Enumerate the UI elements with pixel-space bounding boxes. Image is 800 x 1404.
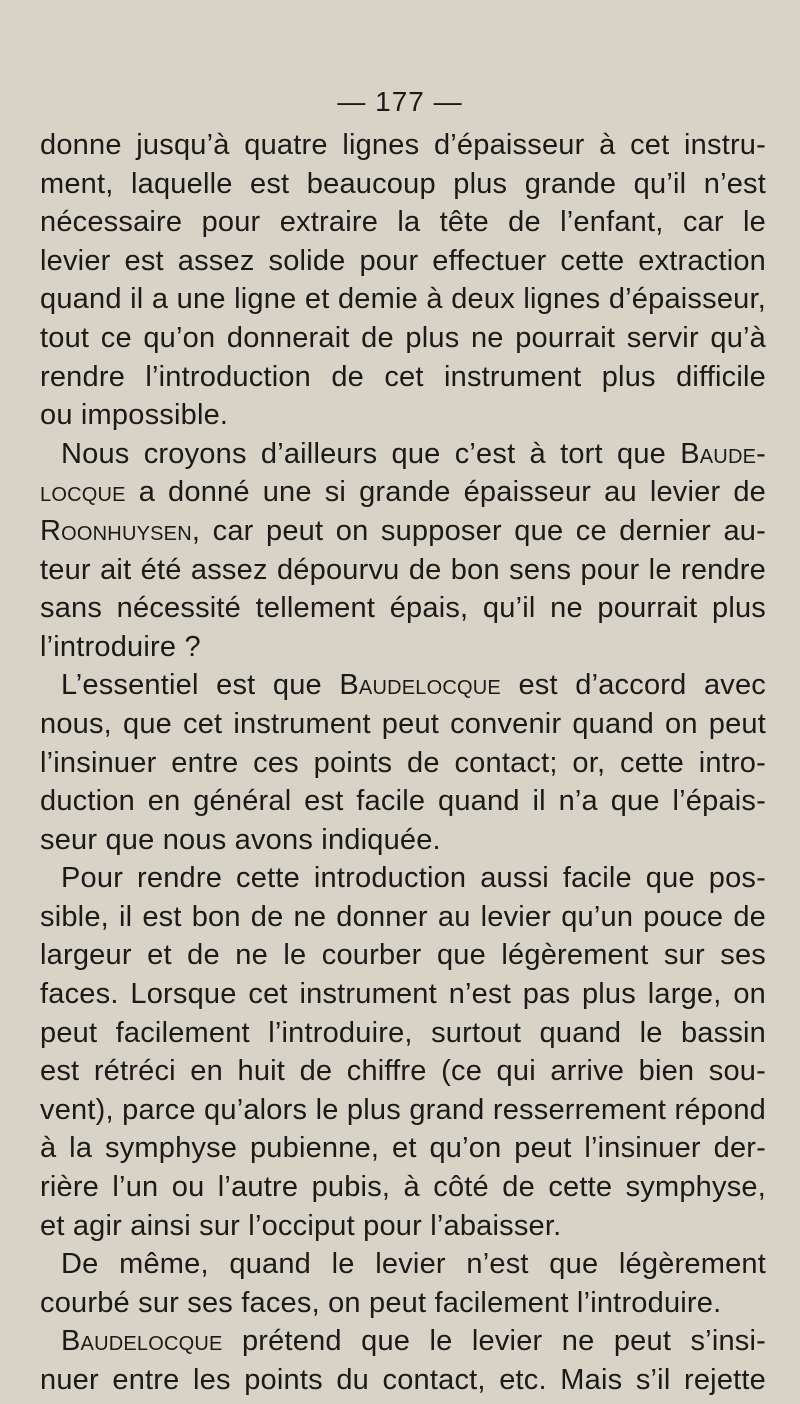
text-line: peut facilement l’introduire, surtout quand le bassin <box>40 1016 766 1049</box>
text-line <box>40 1322 766 1361</box>
text-run: , car peut on supposer que ce dernier au- <box>191 514 766 547</box>
text-line: rière l’un ou l’autre pubis, à côté de cette symphyse, <box>40 1171 766 1204</box>
text-line: donne jusqu’à quatre lignes d’épaisseur à cet instru- <box>40 129 766 161</box>
text-line: tout ce qu’on donnerait de plus ne pourrait servir qu’à <box>40 321 766 354</box>
text-line: nous, que cet instrument peut convenir quand on peut <box>40 707 766 740</box>
text-line: à la symphyse pubienne, et qu’on peut l’insinuer der- <box>40 1132 766 1165</box>
text-run: est d’accord avec <box>500 669 767 702</box>
text-line: teur ait été assez dépourvu de bon sens pour le rendre <box>40 553 766 586</box>
text-line <box>40 473 766 512</box>
text-line: levier est assez solide pour effectuer cette extraction <box>40 244 766 277</box>
text-line: ou impossible. <box>40 399 229 432</box>
text-line: largeur et de ne le courber que légèrement sur ses <box>40 939 766 972</box>
text-line: rendre l’introduction de cet instrument plus difficile <box>40 360 766 393</box>
text-line: faces. Lorsque cet instrument n’est pas plus large, on <box>40 978 766 1011</box>
text-run: prétend que le levier ne peut s’insi- <box>222 1325 766 1358</box>
text-line: l’insinuer entre ces points de contact; or, cette intro- <box>40 746 766 779</box>
text-line: et agir ainsi sur l’occiput pour l’abaisser. <box>40 1209 562 1242</box>
author-name: Roonhuysen <box>40 514 192 547</box>
text-line: sans nécessité tellement épais, qu’il ne pourrait plus <box>40 592 766 625</box>
text-line <box>40 666 766 705</box>
text-line <box>40 512 766 551</box>
text-line: nécessaire pour extraire la tête de l’enfant, car le <box>40 206 766 239</box>
text-line: vent), parce qu’alors le plus grand resserrement répond <box>40 1093 766 1126</box>
text-line: courbé sur ses faces, on peut facilement l’introduire. <box>40 1286 722 1319</box>
page-number: — 177 — <box>337 86 463 117</box>
text-line: sible, il est bon de ne donner au levier qu’un pouce de <box>40 900 766 933</box>
text-line: De même, quand le levier n’est que légèrement <box>61 1248 766 1281</box>
body-text <box>40 126 766 1400</box>
text-line: est rétréci en huit de chiffre (ce qui arrive bien sou- <box>40 1055 766 1088</box>
text-line: nuer entre les points du contact, etc. Mais s’il rejette <box>40 1364 766 1396</box>
text-line: quand il a une ligne et demie à deux lignes d’épaisseur, <box>40 283 766 316</box>
author-name: Baudelocque <box>339 669 501 702</box>
text-line: seur que nous avons indiquée. <box>40 823 441 856</box>
text-line: Pour rendre cette introduction aussi facile que pos- <box>61 862 766 895</box>
author-name: locque <box>40 476 126 509</box>
text-run: L’essentiel est que <box>61 669 340 702</box>
text-run: Nous croyons d’ailleurs que c’est à tort que <box>61 437 681 470</box>
text-run: a donné une si grande épaisseur au levier de <box>125 476 766 509</box>
text-line: duction en général est facile quand il n’a que l’épais- <box>40 785 766 818</box>
text-line: ment, laquelle est beaucoup plus grande qu’il n’est <box>40 167 766 200</box>
author-name: Baudelocque <box>61 1325 223 1358</box>
author-name: Baude- <box>680 437 766 470</box>
text-line: l’introduire ? <box>40 630 201 663</box>
text-line <box>40 435 766 474</box>
